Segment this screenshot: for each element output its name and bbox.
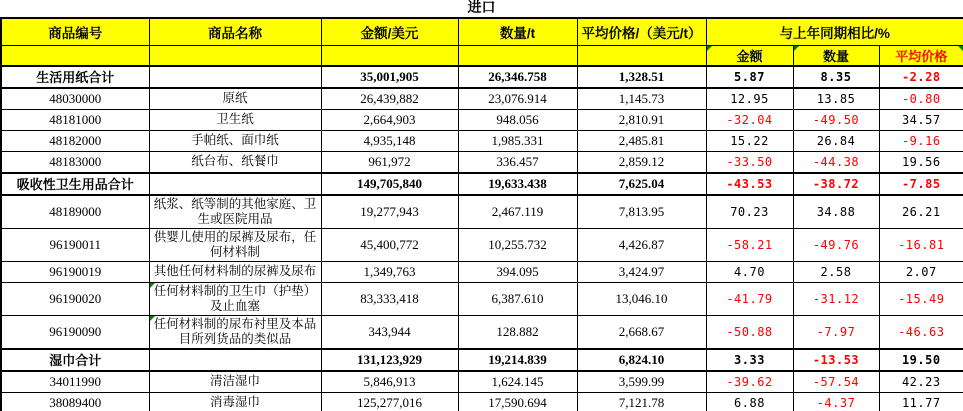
product-code-cell: 湿巾合计: [1, 349, 149, 371]
subcolumn-header-yoy-amount: 金额: [706, 45, 793, 66]
table-row: [1, 371, 963, 393]
page-title: 进口: [467, 1, 496, 16]
yoy-quantity-cell: -49.50: [793, 109, 879, 130]
yoy-quantity-cell: 26.84: [793, 130, 879, 151]
yoy-amount-cell: 70.23: [706, 195, 793, 229]
yoy-average-price-cell: -16.81: [879, 228, 963, 261]
average-price-cell: 1,145.73: [577, 88, 706, 110]
column-header-yoy-comparison: 与上年同期相比/%: [706, 18, 963, 45]
table-row: [1, 228, 963, 261]
quantity-cell: 23,076.914: [458, 88, 577, 110]
yoy-quantity-cell: 34.88: [793, 195, 879, 229]
amount-cell: 45,400,772: [321, 228, 458, 261]
yoy-average-price-cell: 2.07: [879, 261, 963, 282]
product-name-cell: 任何材料制的尿布衬里及本品目所列货品的类似品: [149, 315, 321, 349]
table-row: [1, 151, 963, 173]
amount-cell: 2,664,903: [321, 109, 458, 130]
quantity-cell: 19,633.438: [458, 173, 577, 195]
column-header-product-code: 商品编号: [1, 18, 149, 45]
amount-cell: 5,846,913: [321, 371, 458, 393]
comment-triangle-icon: [958, 46, 963, 51]
amount-cell: 19,277,943: [321, 195, 458, 229]
product-name-cell: [149, 349, 321, 371]
average-price-cell: 2,859.12: [577, 151, 706, 173]
yoy-average-price-cell: 34.57: [879, 109, 963, 130]
product-code-cell: 生活用纸合计: [1, 66, 149, 88]
header-row-main: [1, 18, 963, 45]
product-name-cell: 原纸: [149, 88, 321, 110]
yoy-average-price-cell: -0.80: [879, 88, 963, 110]
product-name-cell: 纸台布、纸餐巾: [149, 151, 321, 173]
yoy-quantity-cell: -4.37: [793, 392, 879, 411]
yoy-quantity-cell: -57.54: [793, 371, 879, 393]
average-price-cell: 2,668.67: [577, 315, 706, 349]
yoy-quantity-cell: -44.38: [793, 151, 879, 173]
product-code-cell: 48183000: [1, 151, 149, 173]
average-price-cell: 6,824.10: [577, 349, 706, 371]
amount-cell: 131,123,929: [321, 349, 458, 371]
yoy-quantity-cell: -38.72: [793, 173, 879, 195]
amount-cell: 1,349,763: [321, 261, 458, 282]
average-price-cell: 7,121.78: [577, 392, 706, 411]
table-row: [1, 109, 963, 130]
yoy-average-price-cell: 42.23: [879, 371, 963, 393]
subcolumn-header-yoy-average-price: 平均价格: [879, 45, 963, 66]
yoy-amount-cell: 12.95: [706, 88, 793, 110]
table-row: [1, 315, 963, 349]
yoy-amount-cell: -41.79: [706, 282, 793, 315]
yoy-amount-cell: -33.50: [706, 151, 793, 173]
yoy-amount-cell: 15.22: [706, 130, 793, 151]
quantity-cell: 394.095: [458, 261, 577, 282]
yoy-amount-cell: -50.88: [706, 315, 793, 349]
amount-cell: 83,333,418: [321, 282, 458, 315]
subcolumn-header-yoy-quantity: 数量: [793, 45, 879, 66]
average-price-cell: 13,046.10: [577, 282, 706, 315]
empty-header-cell: [321, 45, 458, 66]
product-code-cell: 吸收性卫生用品合计: [1, 173, 149, 195]
table-row: [1, 130, 963, 151]
yoy-amount-cell: 4.70: [706, 261, 793, 282]
average-price-cell: 1,328.51: [577, 66, 706, 88]
total-row: [1, 173, 963, 195]
yoy-amount-cell: 5.87: [706, 66, 793, 88]
yoy-amount-cell: 6.88: [706, 392, 793, 411]
product-code-cell: 48181000: [1, 109, 149, 130]
product-name-cell: 手帕纸、面巾纸: [149, 130, 321, 151]
quantity-cell: 10,255.732: [458, 228, 577, 261]
product-code-cell: 96190090: [1, 315, 149, 349]
yoy-quantity-cell: 8.35: [793, 66, 879, 88]
product-code-cell: 48182000: [1, 130, 149, 151]
yoy-quantity-cell: -13.53: [793, 349, 879, 371]
product-name-cell: 供婴儿使用的尿裤及尿布，任何材料制: [149, 228, 321, 261]
yoy-average-price-cell: -46.63: [879, 315, 963, 349]
yoy-amount-cell: -58.21: [706, 228, 793, 261]
column-header-amount-usd: 金额/美元: [321, 18, 458, 45]
quantity-cell: 19,214.839: [458, 349, 577, 371]
table-header: [1, 18, 963, 66]
product-code-cell: 96190019: [1, 261, 149, 282]
yoy-amount-cell: -32.04: [706, 109, 793, 130]
amount-cell: 125,277,016: [321, 392, 458, 411]
product-code-cell: 48030000: [1, 88, 149, 110]
empty-header-cell: [458, 45, 577, 66]
table-row: [1, 261, 963, 282]
amount-cell: 4,935,148: [321, 130, 458, 151]
yoy-quantity-cell: 13.85: [793, 88, 879, 110]
table-row: [1, 282, 963, 315]
product-name-cell: 任何材料制的卫生巾（护垫）及止血塞: [149, 282, 321, 315]
empty-header-cell: [149, 45, 321, 66]
total-row: [1, 66, 963, 88]
yoy-quantity-cell: -31.12: [793, 282, 879, 315]
yoy-average-price-cell: -15.49: [879, 282, 963, 315]
comment-triangle-icon: [794, 46, 799, 51]
yoy-average-price-cell: 26.21: [879, 195, 963, 229]
import-table: [0, 17, 963, 411]
yoy-quantity-cell: -49.76: [793, 228, 879, 261]
quantity-cell: 26,346.758: [458, 66, 577, 88]
yoy-average-price-cell: -7.85: [879, 173, 963, 195]
amount-cell: 961,972: [321, 151, 458, 173]
quantity-cell: 336.457: [458, 151, 577, 173]
yoy-average-price-cell: 19.56: [879, 151, 963, 173]
quantity-cell: 6,387.610: [458, 282, 577, 315]
average-price-cell: 2,485.81: [577, 130, 706, 151]
yoy-average-price-cell: 11.77: [879, 392, 963, 411]
table-row: [1, 392, 963, 411]
yoy-quantity-cell: 2.58: [793, 261, 879, 282]
average-price-cell: 7,813.95: [577, 195, 706, 229]
comment-triangle-icon: [707, 46, 712, 51]
yoy-average-price-cell: -9.16: [879, 130, 963, 151]
comment-triangle-icon: [150, 283, 155, 288]
product-code-cell: 38089400: [1, 392, 149, 411]
average-price-cell: 3,599.99: [577, 371, 706, 393]
product-name-cell: 卫生纸: [149, 109, 321, 130]
table-body: [1, 66, 963, 411]
total-row: [1, 349, 963, 371]
amount-cell: 26,439,882: [321, 88, 458, 110]
amount-cell: 149,705,840: [321, 173, 458, 195]
table-row: [1, 88, 963, 110]
average-price-cell: 4,426.87: [577, 228, 706, 261]
product-code-cell: 34011990: [1, 371, 149, 393]
quantity-cell: 128.882: [458, 315, 577, 349]
product-code-cell: 96190011: [1, 228, 149, 261]
average-price-cell: 7,625.04: [577, 173, 706, 195]
column-header-quantity-t: 数量/t: [458, 18, 577, 45]
empty-header-cell: [577, 45, 706, 66]
yoy-amount-cell: -39.62: [706, 371, 793, 393]
product-name-cell: 消毒湿巾: [149, 392, 321, 411]
quantity-cell: 948.056: [458, 109, 577, 130]
yoy-quantity-cell: -7.97: [793, 315, 879, 349]
yoy-average-price-cell: -2.28: [879, 66, 963, 88]
yoy-amount-cell: -43.53: [706, 173, 793, 195]
column-header-product-name: 商品名称: [149, 18, 321, 45]
empty-header-cell: [1, 45, 149, 66]
average-price-cell: 2,810.91: [577, 109, 706, 130]
average-price-cell: 3,424.97: [577, 261, 706, 282]
comment-triangle-icon: [150, 316, 155, 321]
product-name-cell: [149, 173, 321, 195]
header-row-sub: [1, 45, 963, 66]
amount-cell: 343,944: [321, 315, 458, 349]
table-row: [1, 195, 963, 229]
product-name-cell: [149, 66, 321, 88]
product-code-cell: 96190020: [1, 282, 149, 315]
product-code-cell: 48189000: [1, 195, 149, 229]
quantity-cell: 2,467.119: [458, 195, 577, 229]
yoy-amount-cell: 3.33: [706, 349, 793, 371]
quantity-cell: 1,624.145: [458, 371, 577, 393]
quantity-cell: 1,985.331: [458, 130, 577, 151]
product-name-cell: 清洁湿巾: [149, 371, 321, 393]
product-name-cell: 纸浆、纸等制的其他家庭、卫生或医院用品: [149, 195, 321, 229]
quantity-cell: 17,590.694: [458, 392, 577, 411]
yoy-average-price-cell: 19.50: [879, 349, 963, 371]
product-name-cell: 其他任何材料制的尿裤及尿布: [149, 261, 321, 282]
amount-cell: 35,001,905: [321, 66, 458, 88]
column-header-average-price: 平均价格/（美元/t）: [577, 18, 706, 45]
